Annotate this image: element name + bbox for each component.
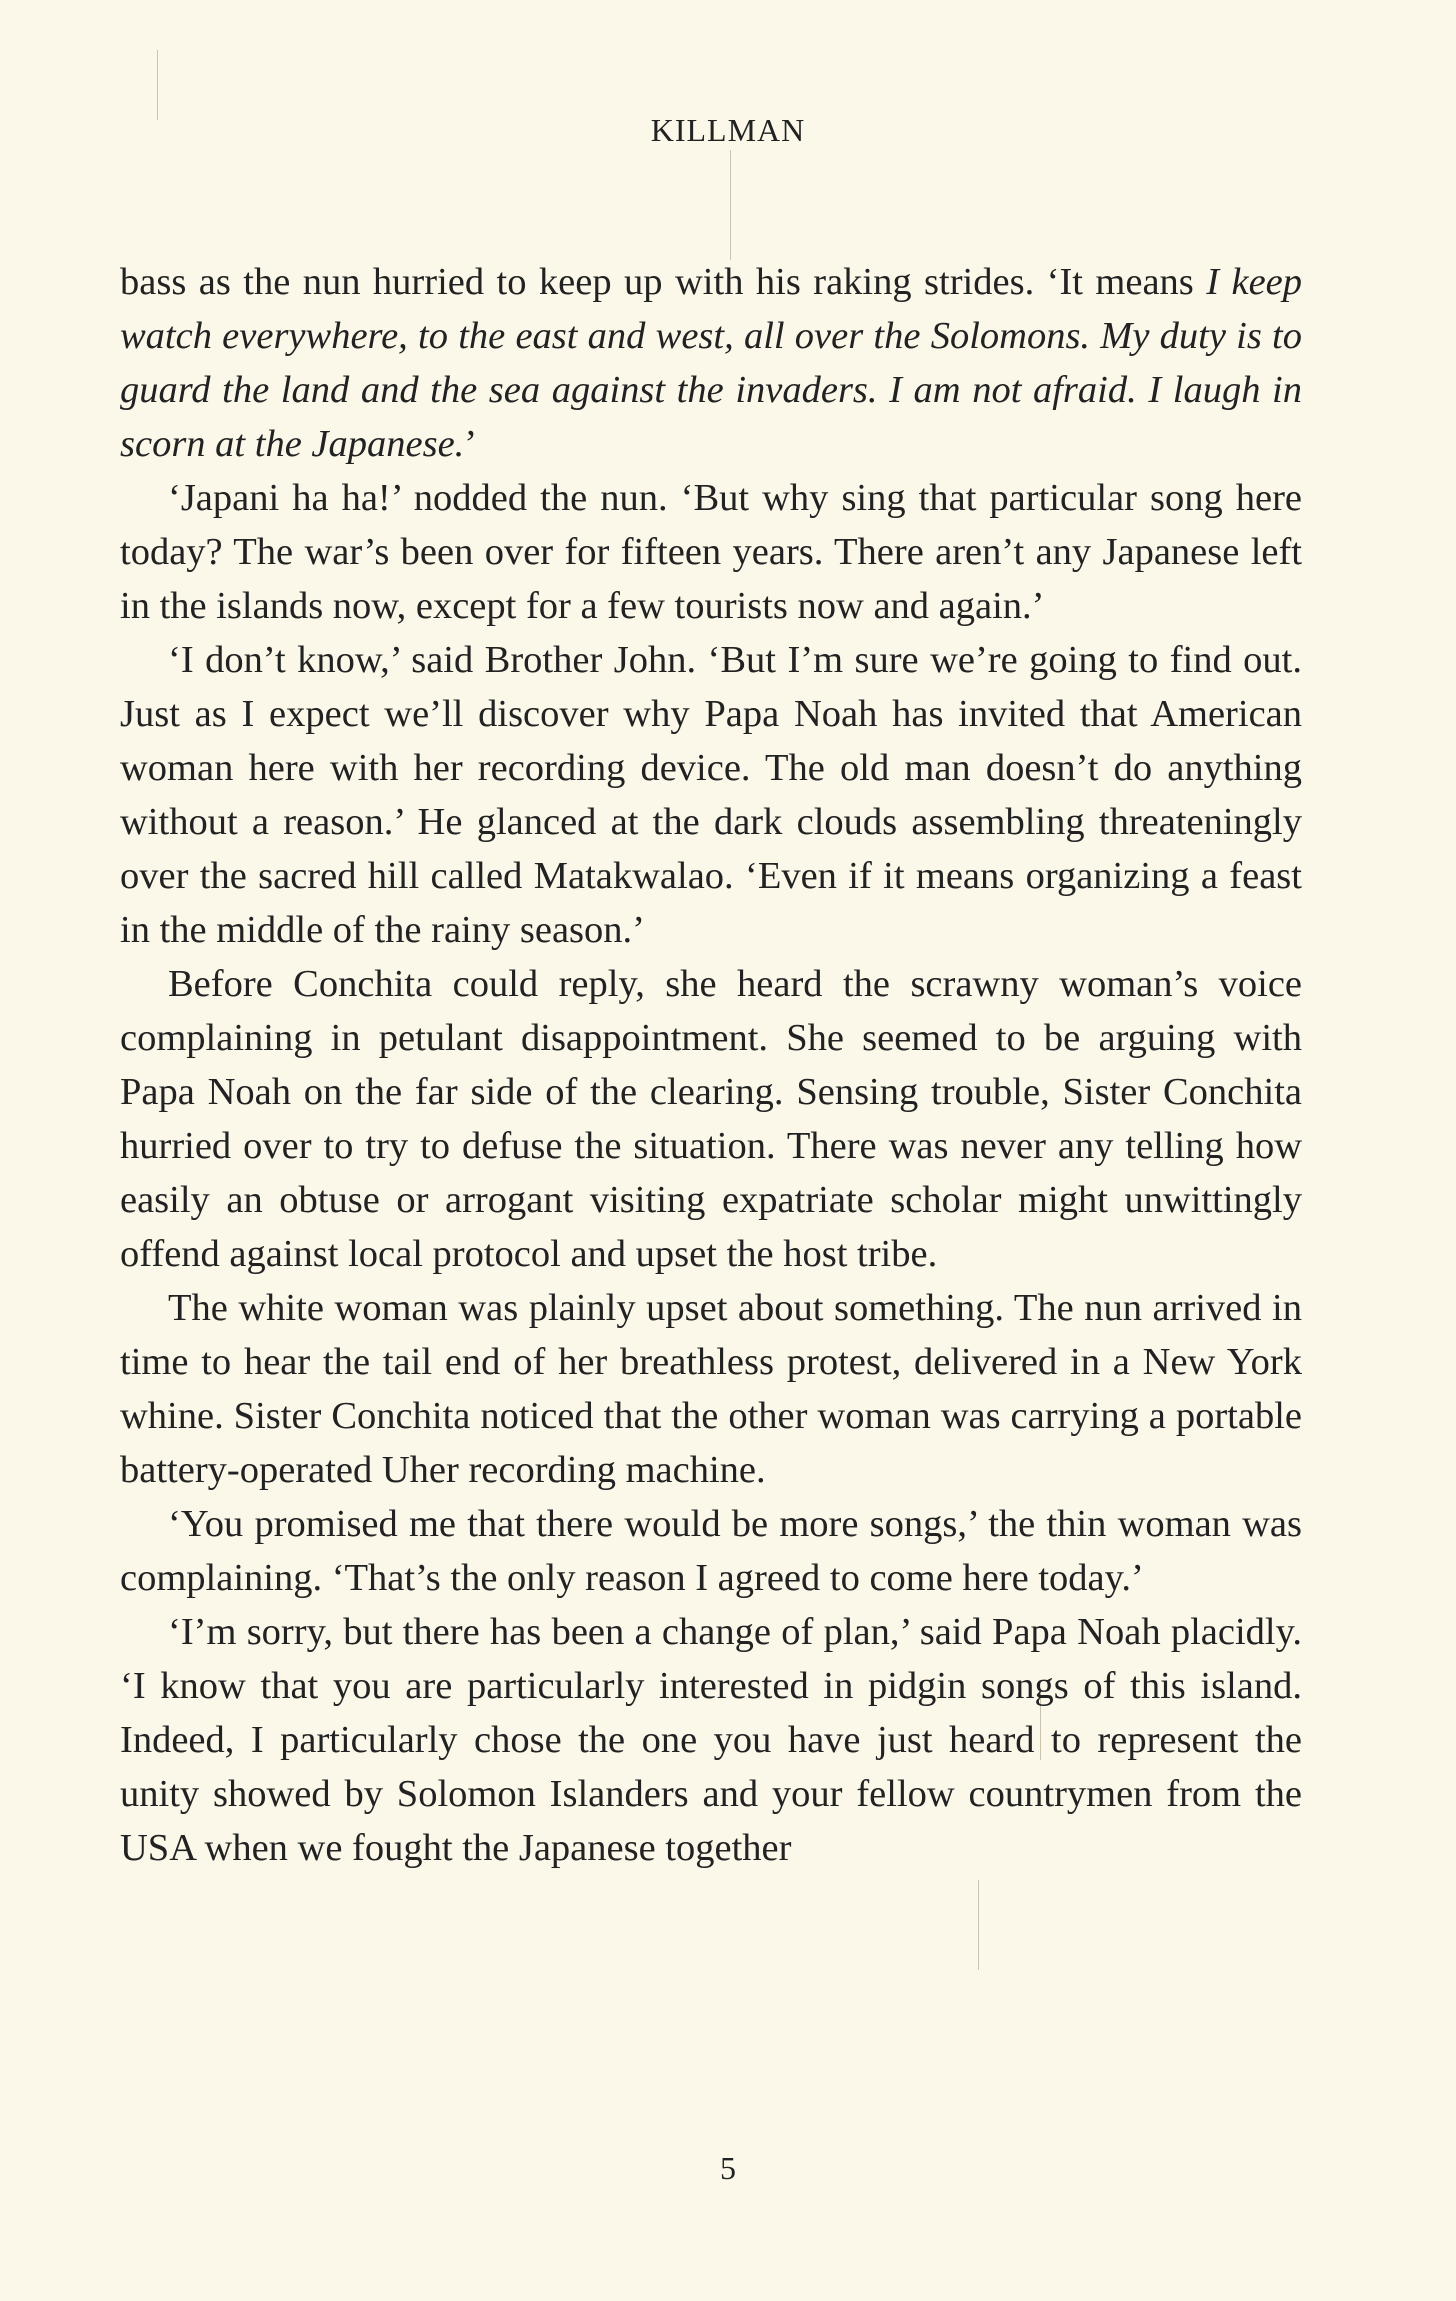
scan-artifact-line <box>157 50 158 120</box>
text-segment: ‘Japani ha ha!’ nodded the nun. ‘But why sing that particular song here today? The war’s been over for fifteen years. There aren’t any Japanese left in the islands now, except for a few tourists now and again.’ <box>120 477 1302 627</box>
text-segment: bass as the nun hurried to keep up with his raking strides. ‘It means <box>120 261 1207 303</box>
paragraph <box>120 633 1302 957</box>
scan-artifact-line <box>730 150 731 260</box>
body-text <box>120 255 1302 1875</box>
paragraph <box>120 1281 1302 1497</box>
text-segment: ‘You promised me that there would be more songs,’ the thin woman was complaining. ‘That’s the only reason I agreed to come here today.’ <box>120 1503 1302 1599</box>
scan-artifact-line <box>978 1880 979 1970</box>
text-segment: The white woman was plainly upset about something. The nun arrived in time to hear the tail end of her breathless protest, delivered in a New York whine. Sister Conchita noticed that the other woman was carrying a portable battery-operated Uher recording machine. <box>120 1287 1302 1491</box>
paragraph <box>120 255 1302 471</box>
page-number: 5 <box>720 2150 736 2186</box>
paragraph <box>120 957 1302 1281</box>
paragraph <box>120 1605 1302 1875</box>
text-segment: ‘I don’t know,’ said Brother John. ‘But I’m sure we’re going to find out. Just as I expect we’ll discover why Papa Noah has invited that American woman here with her recording device. The old man doesn’t do anything without a reason.’ He glanced at the dark clouds assembling threateningly over the sacred hill called Matakwalao. ‘Even if it means organizing a feast in the middle of the rainy season.’ <box>120 639 1302 951</box>
italic-text-segment: I keep watch everywhere, to the east and west, all over the Solomons. My duty is to guard the land and the sea against the invaders. I am not afraid. I laugh in scorn at the Japanese. <box>120 261 1302 465</box>
paragraph <box>120 1497 1302 1605</box>
text-segment: ’ <box>464 423 478 465</box>
running-head: KILLMAN <box>650 112 806 148</box>
paragraph <box>120 471 1302 633</box>
text-segment: ‘I’m sorry, but there has been a change of plan,’ said Papa Noah placidly. ‘I know that you are particularly interested in pidgin songs of this island. Indeed, I particularly chose the one you have just heard to represent the unity showed by Solomon Islanders and your fellow countrymen from the USA when we fought the Japanese together <box>120 1611 1302 1869</box>
text-segment: Before Conchita could reply, she heard the scrawny woman’s voice complaining in petulant disappointment. She seemed to be arguing with Papa Noah on the far side of the clearing. Sensing trouble, Sister Conchita hurried over to try to defuse the situation. There was never any telling how easily an obtuse or arrogant visiting expatriate scholar might unwittingly offend against local protocol and upset the host tribe. <box>120 963 1302 1275</box>
